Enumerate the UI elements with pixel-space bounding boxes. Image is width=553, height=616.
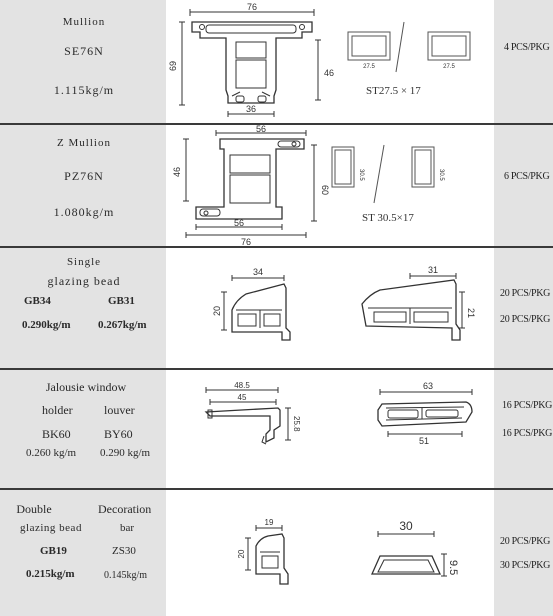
profile-weight-b: 0.267kg/m xyxy=(98,319,147,331)
packing-quantity: 4 PCS/PKG xyxy=(504,42,550,53)
packing-quantity-b: 30 PCS/PKG xyxy=(500,560,551,571)
description-cell xyxy=(0,370,166,488)
packing-quantity-b: 16 PCS/PKG xyxy=(502,428,553,439)
profile-title: Jalousie window xyxy=(45,380,127,394)
profile-title-a-1: Double xyxy=(16,502,52,516)
dim-a-top-2: 45 xyxy=(237,393,247,402)
profile-title-2: glazing bead xyxy=(47,274,121,288)
dim-b-side: 21 xyxy=(466,308,476,319)
profile-name: Mullion xyxy=(62,16,106,28)
profile-weight-a: 0.215kg/m xyxy=(26,568,75,580)
profile-name: Z Mullion xyxy=(57,137,111,149)
profile-weight-a: 0.290kg/m xyxy=(22,319,71,331)
row-jalousie-window xyxy=(0,370,553,488)
profile-weight-b: 0.145kg/m xyxy=(104,570,148,581)
dim-left: 46 xyxy=(172,166,182,178)
dim-top: 76 xyxy=(246,2,258,12)
dim-a-side: 25.8 xyxy=(292,416,301,432)
profile-label-b: louver xyxy=(104,403,135,417)
dim-b-side: 9.5 xyxy=(447,560,459,576)
description-cell xyxy=(0,0,166,123)
dim-b-top: 30 xyxy=(399,519,413,533)
double-bead-drawings xyxy=(166,490,494,616)
z-mullion-profile-drawing xyxy=(166,125,494,246)
dim-left: 69 xyxy=(168,60,178,72)
packing-cell xyxy=(494,125,553,246)
description-cell xyxy=(0,125,166,246)
drawing-cell xyxy=(166,248,494,368)
dim-a-side: 20 xyxy=(237,549,246,559)
profile-code-a: GB34 xyxy=(24,295,51,307)
dim-b-bottom: 51 xyxy=(418,436,430,446)
dim-a-top: 19 xyxy=(264,518,274,527)
jalousie-drawings xyxy=(166,370,494,488)
dim-bottom: 36 xyxy=(245,104,257,114)
profile-weight: 1.080kg/m xyxy=(53,205,115,219)
steel-dim-3: 27.5 xyxy=(443,64,455,70)
drawing-cell xyxy=(166,125,494,246)
dim-b-top: 31 xyxy=(427,265,439,275)
description-cell xyxy=(0,248,166,368)
dim-bottom-2: 76 xyxy=(240,237,252,246)
description-cell xyxy=(0,490,166,616)
packing-quantity-a: 16 PCS/PKG xyxy=(502,400,553,411)
profile-title-1: Single xyxy=(66,256,102,268)
packing-cell xyxy=(494,0,553,123)
steel-dim-1: 27.5 xyxy=(363,64,375,70)
steel-label: ST 30.5×17 xyxy=(362,212,414,224)
packing-quantity: 6 PCS/PKG xyxy=(504,171,550,182)
packing-cell xyxy=(494,490,553,616)
profile-weight-a: 0.260 kg/m xyxy=(26,447,77,459)
steel-label: ST27.5 × 17 xyxy=(366,85,421,97)
profile-code-b: GB31 xyxy=(108,295,135,307)
profile-code: SE76N xyxy=(64,44,104,58)
profile-title-a-2: glazing bead xyxy=(20,522,82,534)
dim-top: 56 xyxy=(255,125,267,134)
dim-right: 60 xyxy=(320,185,330,196)
profile-code-b: ZS30 xyxy=(112,545,136,557)
dim-a-top-1: 48.5 xyxy=(234,381,250,390)
profile-code: PZ76N xyxy=(64,169,104,183)
dim-b-top: 63 xyxy=(422,381,434,391)
profile-label-a: holder xyxy=(42,403,73,417)
glazing-bead-drawings xyxy=(166,248,494,368)
dim-right: 46 xyxy=(324,68,335,78)
packing-quantity-a: 20 PCS/PKG xyxy=(500,288,551,299)
profile-code-a: GB19 xyxy=(40,545,67,557)
steel-dim-1: 30.5 xyxy=(438,169,444,181)
steel-dim-0: 30.5 xyxy=(358,169,364,181)
mullion-profile-drawing xyxy=(166,0,494,123)
dim-bottom-1: 56 xyxy=(233,218,245,228)
profile-weight: 1.115kg/m xyxy=(53,83,115,97)
drawing-cell xyxy=(166,0,494,123)
row-double-glazing-bead xyxy=(0,490,553,616)
profile-weight-b: 0.290 kg/m xyxy=(100,447,151,459)
profile-code-a: BK60 xyxy=(42,427,71,441)
packing-cell xyxy=(494,248,553,368)
row-mullion xyxy=(0,0,553,123)
row-single-glazing-bead xyxy=(0,248,553,368)
packing-cell xyxy=(494,370,553,488)
profile-title-b-2: bar xyxy=(120,522,135,534)
dim-a-side: 20 xyxy=(212,305,222,317)
packing-quantity-a: 20 PCS/PKG xyxy=(500,536,551,547)
row-z-mullion xyxy=(0,125,553,246)
profile-code-b: BY60 xyxy=(104,427,133,441)
drawing-cell xyxy=(166,370,494,488)
packing-quantity-b: 20 PCS/PKG xyxy=(500,314,551,325)
profile-title-b-1: Decoration xyxy=(98,502,152,516)
drawing-cell xyxy=(166,490,494,616)
dim-a-top: 34 xyxy=(252,267,264,277)
